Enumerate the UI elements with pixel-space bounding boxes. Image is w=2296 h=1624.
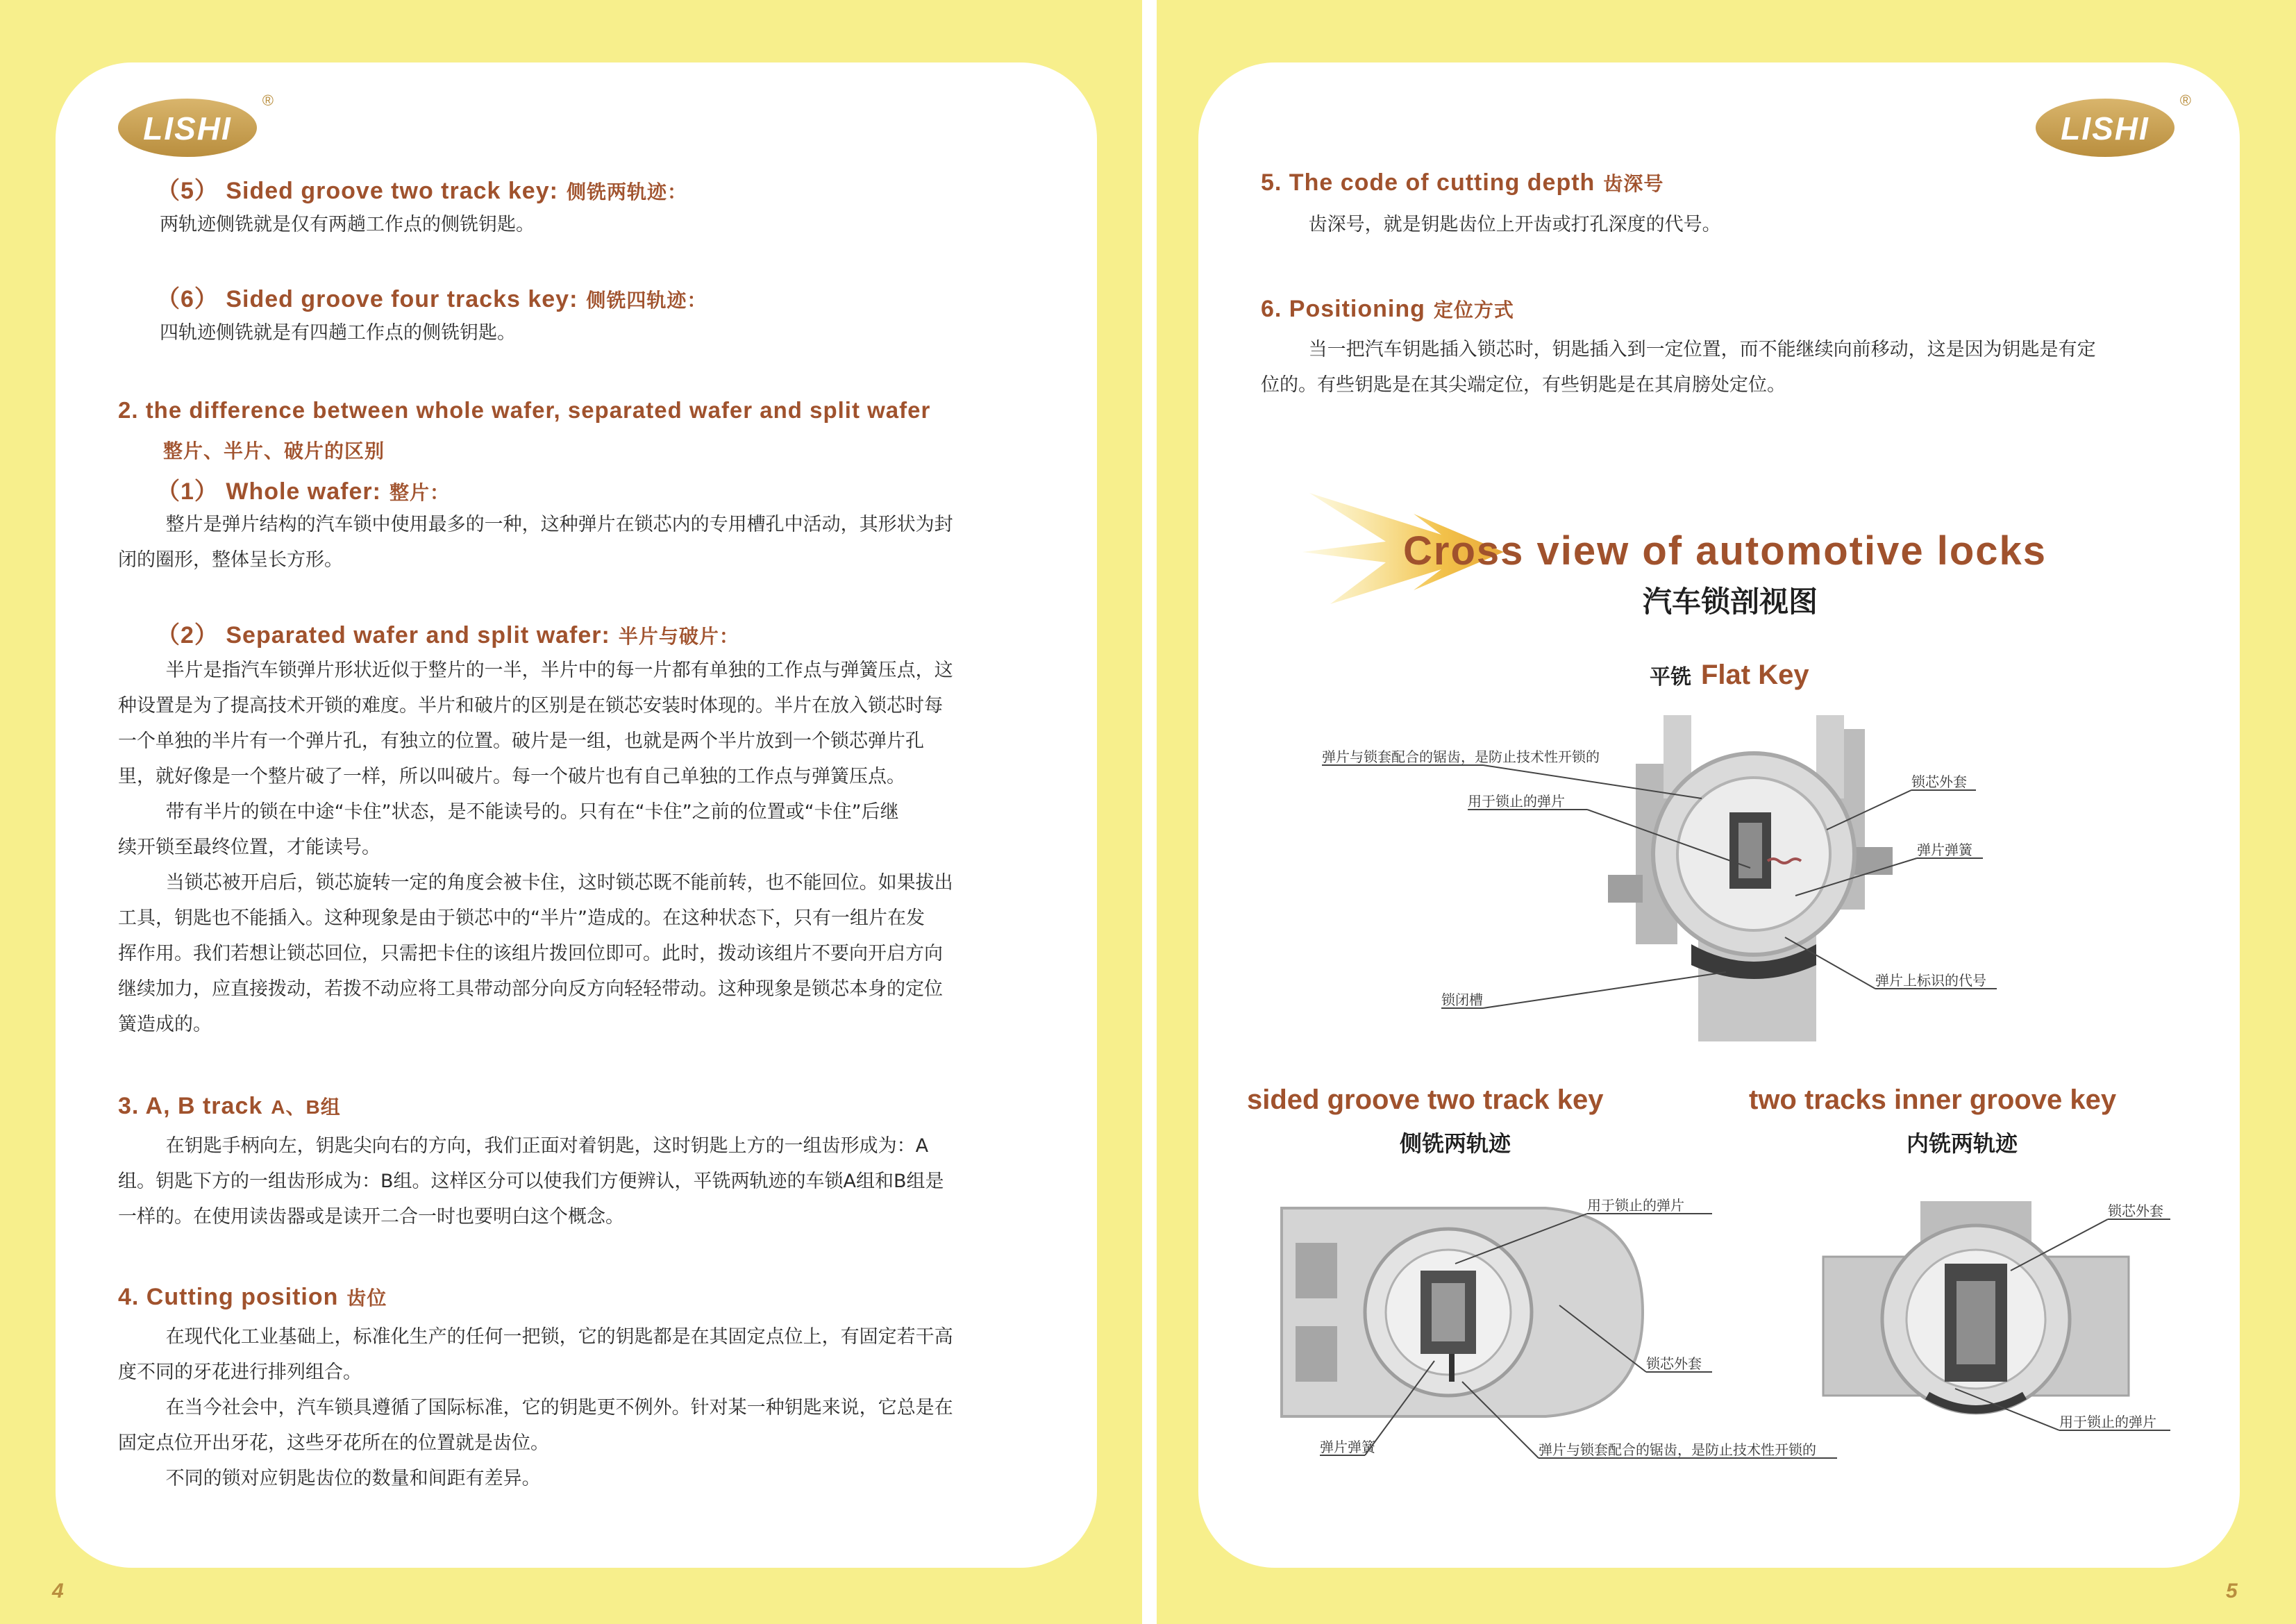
cutting-position-title-cn: 齿位 [346, 1287, 387, 1309]
page-number-right: 5 [2226, 1580, 2238, 1602]
separated-wafer-heading [156, 616, 739, 650]
sec6-body: 四轨迹侧铣就是有四趟工作点的侧铣钥匙。 [160, 322, 516, 344]
sec5-body: 两轨迹侧铣就是仅有两趟工作点的侧铣钥匙。 [160, 214, 535, 235]
separated-wafer-title: （2） Separated wafer and split wafer: [156, 622, 610, 648]
sec6-title: （6） Sided groove four tracks key: [156, 286, 578, 312]
sec6-title-cn: 侧铣四轨迹： [586, 290, 707, 311]
sec5-title-cn: 侧铣两轨迹： [566, 181, 687, 203]
positioning-body: 当一把汽车钥匙插入锁芯时，钥匙插入到一定位置，而不能继续向前移动，这是因为钥匙是有定 位的。有些钥匙是在其尖端定位，有些钥匙是在其肩膀处定位。 [1261, 339, 2096, 396]
cutting-position-heading [118, 1283, 387, 1311]
cutting-position-body: 在现代化工业基础上，标准化生产的任何一把锁，它的钥匙都是在其固定点位上，有固定若干高 度不同的牙花进行排列组合。 在当今社会中，汽车锁具遵循了国际标准，它的钥匙更不例外。针对某一种钥匙来说，它总是在 固定点位开出牙花，这些牙花所在的位置就是齿位。 不同的锁对应钥匙齿位的数量和间距有差异。 [118, 1326, 953, 1489]
flat-callout-lock-wafer: 用于锁止的弹片 [1468, 793, 1565, 810]
inner-callout-lock-wafer: 用于锁止的弹片 [2059, 1414, 2156, 1430]
flat-key-en: Flat Key [1701, 660, 1809, 690]
sided-callout-lock-wafer: 用于锁止的弹片 [1587, 1197, 1684, 1214]
inner-groove-title: two tracks inner groove key [1749, 1085, 2117, 1115]
sided-groove-title-cn: 侧铣两轨迹 [1400, 1130, 1511, 1157]
sec6-heading [156, 280, 707, 314]
depth-body: 齿深号，就是钥匙齿位上开齿或打孔深度的代号。 [1261, 214, 1721, 235]
whole-wafer-title: （1） Whole wafer: [156, 478, 381, 505]
cross-view-title-cn: 汽车锁剖视图 [1643, 585, 1818, 619]
diff-heading: 2. the difference between whole wafer, separated wafer and split wafer [118, 397, 931, 423]
ab-track-title: 3. A, B track [118, 1093, 263, 1119]
flat-callout-code: 弹片上标识的代号 [1875, 972, 1986, 989]
cutting-position-title: 4. Cutting position [118, 1284, 339, 1310]
flat-callout-spring: 弹片弹簧 [1917, 842, 1972, 858]
depth-title-cn: 齿深号 [1603, 173, 1664, 194]
sec5-heading [156, 171, 687, 206]
whole-wafer-heading [156, 472, 450, 506]
lishi-logo [118, 92, 274, 157]
inner-groove-title-cn: 内铣两轨迹 [1907, 1130, 2018, 1157]
inner-callout-housing: 锁芯外套 [2108, 1203, 2163, 1219]
sided-callout-housing: 锁芯外套 [1646, 1355, 1702, 1372]
sec5-title: （5） Sided groove two track key: [156, 178, 558, 204]
sided-groove-title: sided groove two track key [1247, 1085, 1604, 1115]
diff-heading-cn: 整片、半片、破片的区别 [163, 440, 385, 462]
flat-key-cn: 平铣 [1650, 665, 1691, 689]
separated-wafer-title-cn: 半片与破片： [618, 626, 739, 647]
registered-mark: ® [262, 92, 274, 109]
ab-track-body: 在钥匙手柄向左，钥匙尖向右的方向，我们正面对着钥匙，这时钥匙上方的一组齿形成为：A 组。钥匙下方的一组齿形成为：B组。这样区分可以使我们方便辨认，平铣两轨迹的车锁A组和B组是 一样的。在使用读齿器或是读开二合一时也要明白这个概念。 [118, 1135, 944, 1228]
ab-track-title-cn: A、B组 [271, 1096, 341, 1118]
page-number-left: 4 [52, 1580, 64, 1602]
separated-wafer-body: 半片是指汽车锁弹片形状近似于整片的一半，半片中的每一片都有单独的工作点与弹簧压点，这 种设置是为了提高技术开锁的难度。半片和破片的区别是在锁芯安装时体现的。半片在放入锁芯时每 一个单独的半片有一个弹片孔，有独立的位置。破片是一组，也就是两个半片放到一个锁芯弹片孔 里，就好像是一个整片破了一样，所以叫破片。每一个破片也有自己单独的工作点与弹簧压点。 带有半片的锁在中途“卡住”状态，是不能读号的。只有在“卡住”之前的位置或“卡住”后继 续开锁至最终位置，才能读号。 当锁芯被开启后，锁芯旋转一定的角度会被卡住，这时锁芯既不能前转，也不能回位。如果拔出 工具，钥匙也不能插入。这种现象是由于锁芯中的“半片”造成的。在这种状态下，只有一组片在发 挥作用。我们若想让锁芯回位，只需把卡住的该组片拨回位即可。此时，拨动该组片不要向开启方向 继续加力，应直接拨动，若拨不动应将工具带动部分向反方向轻轻带动。这种现象是锁芯本身的定位 簧造成的。 [118, 660, 953, 1035]
depth-title: 5. The code of cutting depth [1261, 169, 1595, 196]
whole-wafer-title-cn: 整片： [389, 482, 450, 503]
whole-wafer-body: 整片是弹片结构的汽车锁中使用最多的一种，这种弹片在锁芯内的专用槽孔中活动，其形状为封 闭的圈形，整体呈长方形。 [118, 514, 953, 571]
flat-callout-saw: 弹片与锁套配合的锯齿，是防止技术性开锁的 [1322, 748, 1600, 765]
flat-callout-slot: 锁闭槽 [1441, 991, 1483, 1008]
sided-callout-saw: 弹片与锁套配合的锯齿，是防止技术性开锁的 [1539, 1441, 1816, 1458]
left-page [0, 0, 1142, 1624]
flat-callout-housing: 锁芯外套 [1911, 773, 1967, 790]
ab-track-heading [118, 1092, 341, 1120]
cross-view-title: Cross view of automotive locks [1403, 528, 2047, 574]
right-page [1157, 0, 2296, 1624]
positioning-title-cn: 定位方式 [1433, 299, 1514, 321]
positioning-title: 6. Positioning [1261, 296, 1425, 322]
lower-callout-leader-lines [1157, 0, 2296, 1624]
registered-mark: ® [2179, 92, 2191, 109]
logo-text: LISHI [2061, 110, 2150, 147]
logo-text: LISHI [143, 110, 232, 147]
sided-callout-spring: 弹片弹簧 [1320, 1439, 1375, 1455]
